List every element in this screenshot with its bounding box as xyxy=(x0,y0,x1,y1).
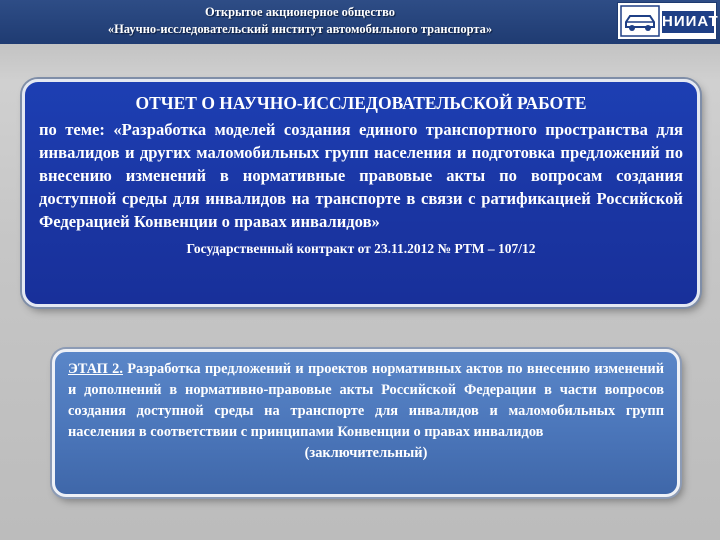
government-contract: Государственный контракт от 23.11.2012 № РТМ – 107/12 xyxy=(186,241,536,256)
organization-name xyxy=(40,4,560,38)
report-title: ОТЧЕТ О НАУЧНО-ИССЛЕДОВАТЕЛЬСКОЙ РАБОТЕ xyxy=(135,93,587,113)
stage-note: (заключительный) xyxy=(304,445,428,461)
report-panel xyxy=(22,79,700,307)
stage-description xyxy=(68,359,664,443)
organization-full-name: «Научно-исследовательский институт автомобильного транспорта» xyxy=(107,22,493,36)
niiat-logo xyxy=(617,2,717,40)
logo-text: НИИАТ xyxy=(662,11,714,33)
car-icon xyxy=(620,5,660,37)
stage-label: ЭТАП 2. xyxy=(68,361,123,377)
organization-type: Открытое акционерное общество xyxy=(205,5,395,19)
stage-text: Разработка предложений и проектов нормативных актов по внесению изменений и дополнений в нормативно-правовые акты Российской Федерации в части вопросов создания доступной среды на транспорте для инвалидов и маломобильных групп населения в соответствии с принципами Конвенции о правах инвалидов xyxy=(68,361,664,440)
header-bar xyxy=(0,0,720,44)
report-topic: по теме: «Разработка моделей создания единого транспортного пространства для инвалидов и других маломобильных групп населения и подготовка предложений по внесению изменений в нормативные правовые акты по вопросам создания доступной среды для инвалидов на транспорте в связи с ратификацией Российской Федерацией Конвенции о правах инвалидов» xyxy=(39,120,683,231)
stage-panel xyxy=(52,349,680,497)
